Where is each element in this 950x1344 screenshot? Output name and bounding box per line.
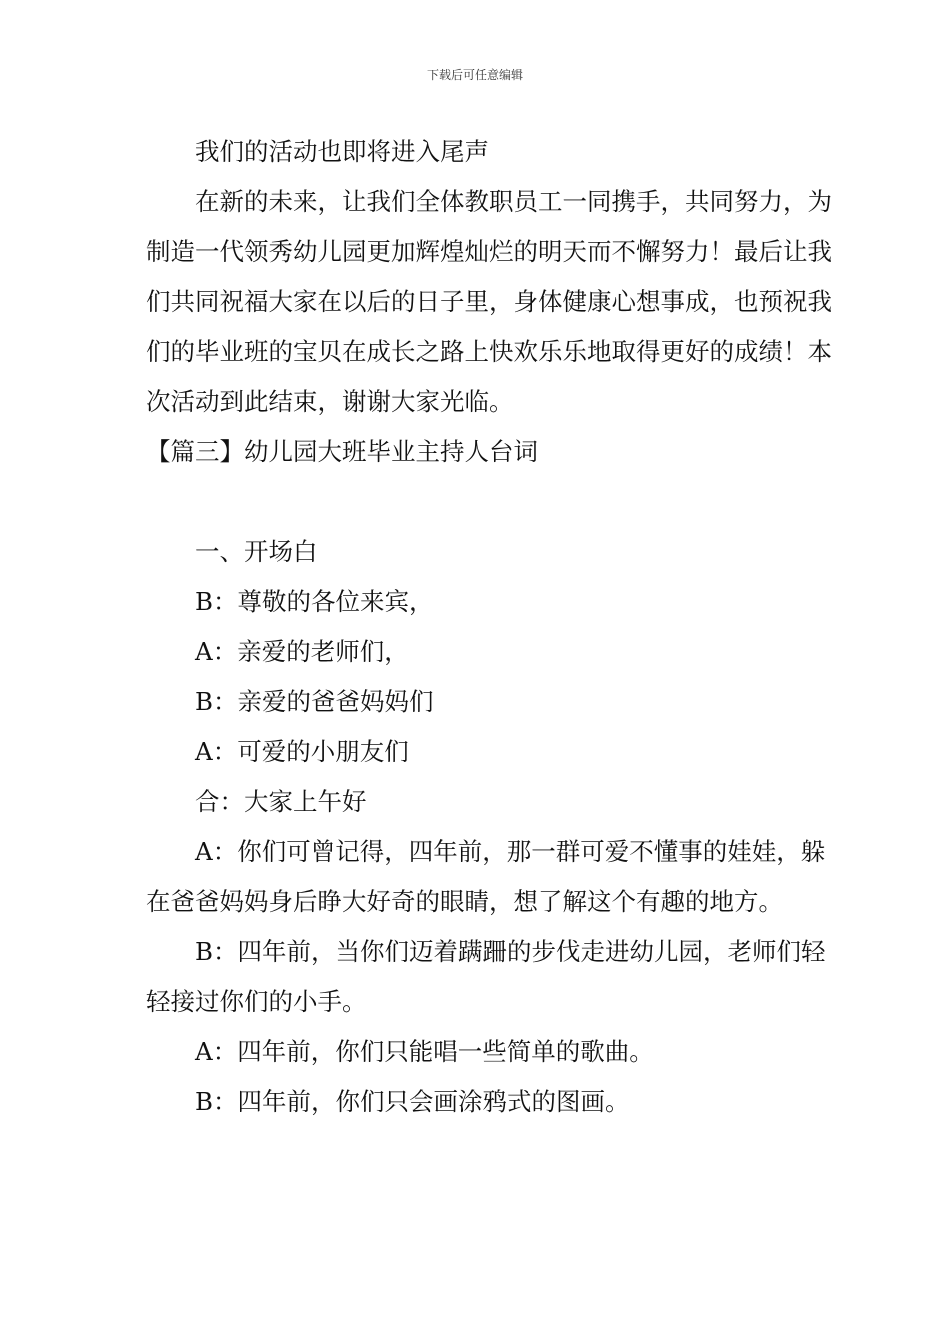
paragraph-line-a1: A：亲爱的老师们，	[195, 637, 409, 666]
paragraph-line-a3: A：你们可曾记得，四年前，那一群可爱不懂事的娃娃，躲在爸爸妈妈身后睁大好奇的眼睛，想了解这个有趣的地方。	[146, 837, 826, 916]
paragraph-line-b2: B：亲爱的爸爸妈妈们	[195, 687, 434, 716]
paragraph-line-b4: B：四年前，你们只会画涂鸦式的图画。	[195, 1087, 630, 1116]
page-header: 下载后可任意编辑	[426, 68, 523, 82]
section-heading: 【篇三】幼儿园大班毕业主持人台词	[146, 437, 538, 466]
blank-line	[146, 477, 836, 527]
paragraph-line-a2: A：可爱的小朋友们	[195, 737, 409, 766]
paragraph-opening-title: 一、开场白	[195, 537, 318, 566]
paragraph-line-b1: B：尊敬的各位来宾，	[195, 587, 434, 616]
paragraph-line-a4: A：四年前，你们只能唱一些简单的歌曲。	[195, 1037, 654, 1066]
paragraph-line-b3: B：四年前，当你们迈着蹒跚的步伐走进幼儿园，老师们轻轻接过你们的小手。	[146, 937, 826, 1016]
document-body	[146, 127, 836, 1127]
paragraph-line-together: 合：大家上午好	[195, 787, 367, 816]
paragraph-closing-speech: 在新的未来，让我们全体教职员工一同携手，共同努力，为制造一代领秀幼儿园更加辉煌灿烂的明天而不懈努力！最后让我们共同祝福大家在以后的日子里，身体健康心想事成，也预祝我们的毕业班的宝贝在成长之路上快欢乐乐地取得更好的成绩！本次活动到此结束，谢谢大家光临。	[146, 187, 832, 416]
paragraph-closing-intro: 我们的活动也即将进入尾声	[195, 137, 489, 166]
